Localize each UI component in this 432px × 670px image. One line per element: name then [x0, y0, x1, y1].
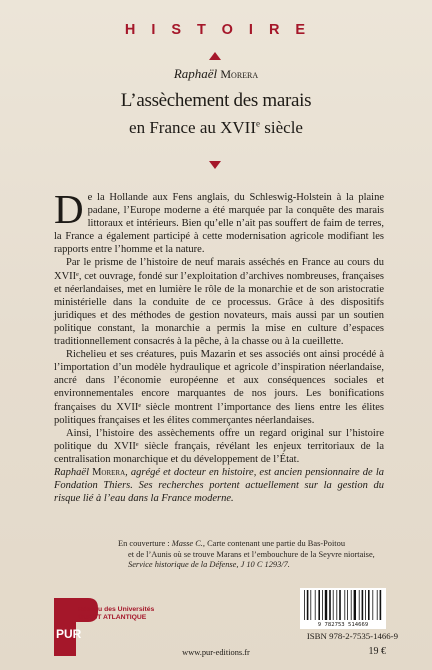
barcode-bar: [336, 590, 337, 620]
author-first-name: Raphaël: [173, 66, 218, 81]
barcode-bar: [344, 590, 345, 620]
book-title-line2: [0, 118, 432, 138]
publisher-line2: OUEST ATLANTIQUE: [78, 614, 147, 622]
barcode: [300, 588, 386, 622]
publisher-line1: Réseau des Universités: [78, 606, 155, 613]
blurb: [54, 186, 384, 505]
barcode-bar: [315, 590, 316, 620]
isbn: ISBN 978-2-7535-1466-9: [306, 631, 398, 641]
publisher-name: [78, 606, 158, 623]
barcode-bar: [307, 590, 309, 620]
blurb-paragraph-1: [54, 186, 384, 256]
series-name: HISTOIRE: [124, 22, 322, 38]
title-prefix: en France au: [129, 118, 216, 137]
blurb-paragraph-3: Richelieu et ses créatures, puis Mazarin et ses associés ont ainsi procédé à l’importation d’un modèle hydraulique et agricole d’inspiration néerlandaise, ancré dans l’économie européenne et aux conséquences sociales et environnementales encore marquantes de nos jours. Les bonifications françaises du XVIIᵉ siècle montrent l’importance des liens entre les élites politiques françaises et les élites commerçantes néerlandaises.: [54, 349, 384, 426]
barcode-bars: [300, 588, 386, 622]
credit-source: Service historique de la Défense, J 10 C 1293/7.: [128, 560, 290, 570]
author-bio: [54, 466, 384, 505]
barcode-bar: [325, 590, 327, 620]
author-last-name: Morera: [220, 67, 259, 81]
price: 19 €: [368, 646, 386, 657]
barcode-bar: [310, 590, 311, 620]
barcode-bar: [359, 590, 360, 620]
barcode-bar: [304, 590, 305, 620]
barcode-bar: [318, 590, 320, 620]
cover-credit: [118, 539, 398, 571]
barcode-digits: 9 782753 514669: [300, 622, 386, 629]
credit-lead: En couverture :: [118, 539, 172, 548]
barcode-bar: [329, 590, 331, 620]
bio-text: , agrégé et docteur en histoire, est ancien pensionnaire de la Fondation Thiers. Ses recherches portent actuellement sur la gestion du risque lié à l’eau dans la France moderne.: [54, 466, 384, 505]
barcode-bar: [377, 590, 378, 620]
barcode-bar: [351, 590, 352, 620]
credit-line2: et de l’Aunis où se trouve Marans et l’embouchure de la Seyvre niortaise,: [128, 549, 375, 559]
title-suffix: siècle: [264, 118, 303, 137]
title-century: XVII: [220, 118, 257, 137]
barcode-bar: [380, 590, 382, 620]
barcode-bar: [368, 590, 370, 620]
logo-wordmark: PUR: [56, 627, 82, 641]
blurb-paragraph-2: Par le prisme de l’histoire de neuf marais asséchés en France au cours du XVIIᵉ, cet ouvrage, fondé sur l’exploitation d’archives nombreuses, françaises et néerlandaises, met en lumière le rôle de la monarchie et de son aristocratie ministérielle dans la conduite de ce processus. Grâce à des dispositifs juridiques et des méthodes de gestion novateurs, mais aussi par un soutien politique constant, la monarchie a permis la mise en culture d’espaces traditionnellement consacrés à la pêche, à la chasse ou à la cueillette.: [54, 257, 384, 348]
bio-first-name: Raphaël: [54, 466, 93, 478]
book-title-line1: L’assèchement des marais: [120, 90, 312, 111]
barcode-bar: [347, 590, 348, 620]
blurb-paragraph-4: Ainsi, l’histoire des assèchements offre un regard original sur l’histoire politique du XVIIᵉ siècle français, révélant les enjeux territoriaux de la centralisation monarchique et du développement de l’État.: [54, 427, 384, 465]
drop-cap: D: [54, 186, 84, 232]
title-century-sup: e: [256, 118, 261, 129]
author-name: [0, 66, 432, 82]
credit-line1: , Carte contenant une partie du Bas-Poitou: [202, 539, 346, 548]
barcode-bar: [362, 590, 364, 620]
triangle-up-icon: [209, 52, 221, 60]
credit-author: Masse C.: [171, 539, 203, 548]
barcode-bar: [365, 590, 366, 620]
publisher-url: www.pur-editions.fr: [182, 648, 250, 657]
triangle-down-icon: [209, 161, 221, 169]
barcode-bar: [372, 590, 373, 620]
barcode-bar: [354, 590, 356, 620]
credit-line3: [118, 560, 398, 571]
barcode-bar: [322, 590, 323, 620]
blurb-paragraph-1-text: e la Hollande aux Fens anglais, du Schleswig-Holstein à la plaine padane, l’Europe moderne a été marquée par la conquête des marais littoraux et intérieurs. Bien qu’elle n’ait pas souffert de faim de terres, la France a également participé à cette modernisation agricole modifiant les rapports entre l’homme et la nature.: [54, 192, 384, 256]
bio-last-name: Morera: [92, 466, 126, 478]
barcode-bar: [333, 590, 334, 620]
barcode-bar: [339, 590, 341, 620]
